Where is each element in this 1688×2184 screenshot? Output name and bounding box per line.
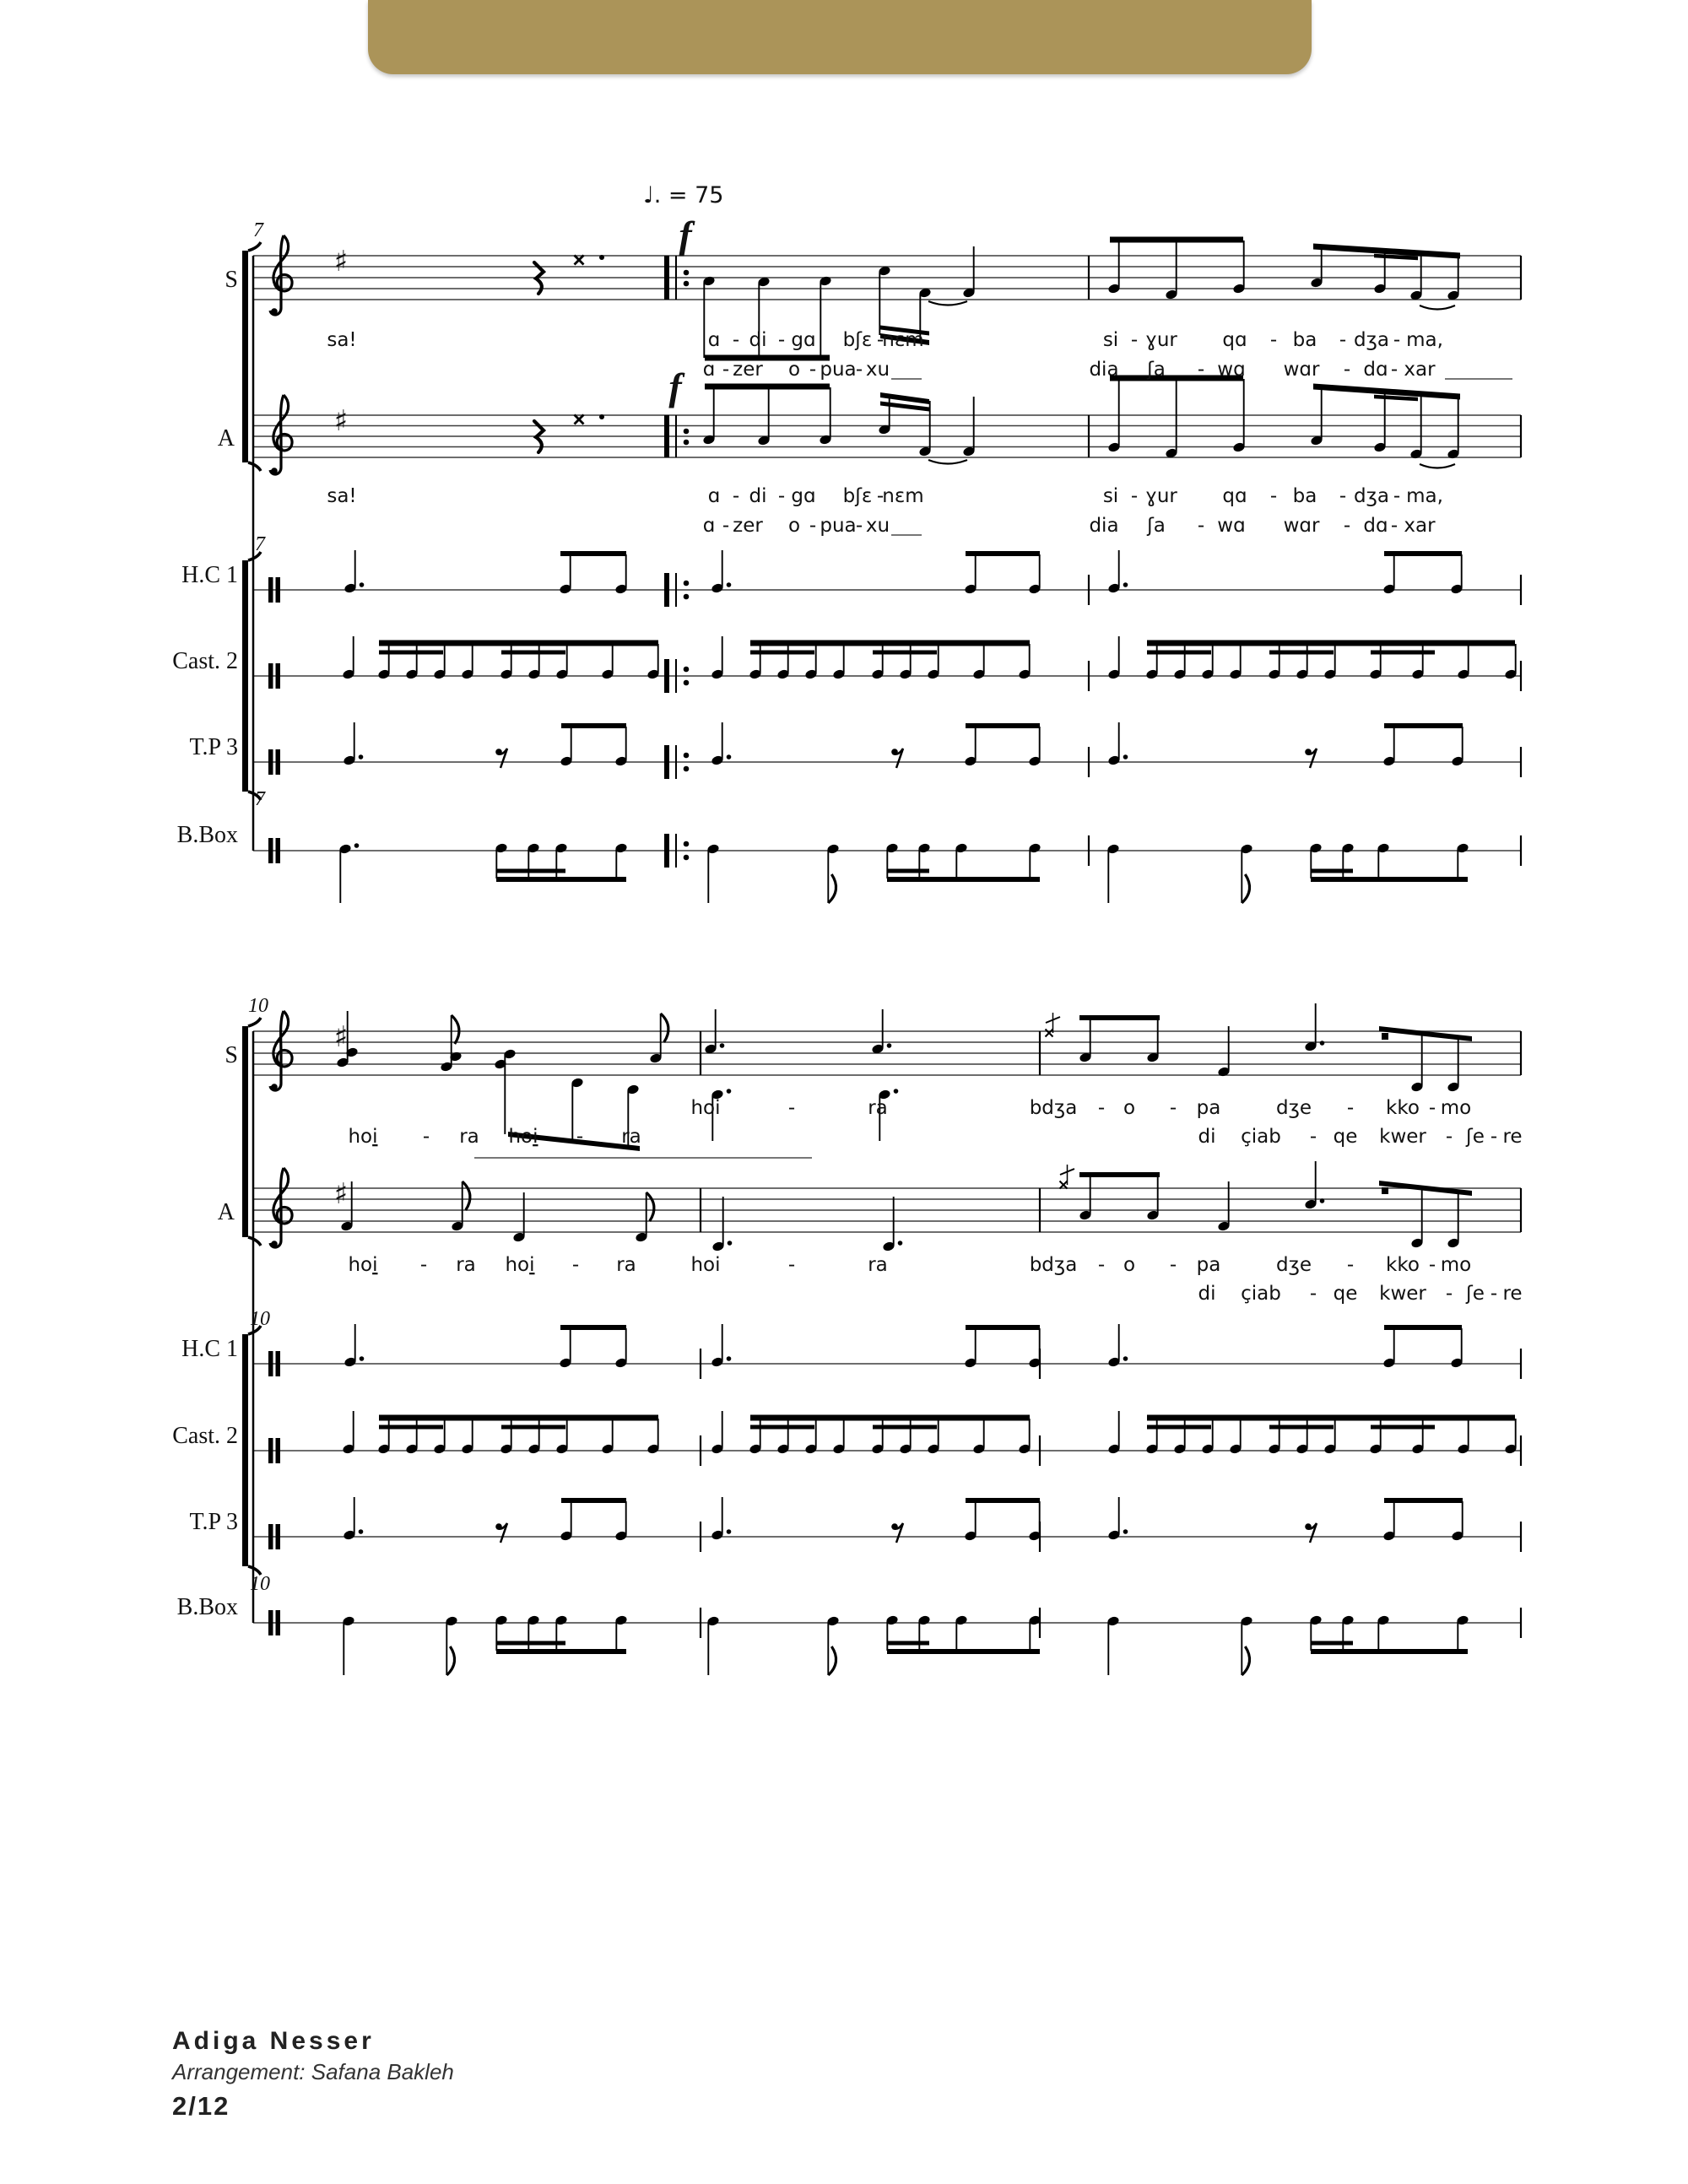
augmentation-dot: [727, 1356, 732, 1361]
lyric-syllable: -: [777, 329, 786, 351]
staff-label: T.P 3: [189, 734, 238, 760]
lyric-syllable: o: [787, 515, 801, 537]
augmentation-dot: [727, 754, 732, 760]
lyric-syllable: xar: [1404, 515, 1436, 537]
lyric-syllable: ɑ: [707, 485, 721, 507]
lyric-syllable: re: [1502, 1126, 1523, 1148]
lyric-syllable: ʃa: [1147, 359, 1166, 381]
lyric-syllable: -: [1130, 485, 1139, 507]
lyric-syllable: wɑr: [1283, 515, 1320, 537]
percussion-clef: [268, 1524, 273, 1549]
beam: [496, 1649, 626, 1654]
repeat-dot: [684, 270, 690, 276]
key-signature-sharp: ♯: [333, 404, 349, 438]
lyric-syllable: -: [1390, 359, 1399, 381]
lyric-syllable: -: [1269, 329, 1278, 351]
lyric-syllable: ra: [868, 1254, 888, 1276]
beam: [379, 641, 658, 646]
lyric-syllable: -: [1393, 485, 1401, 507]
augmentation-dot: [887, 1043, 892, 1048]
lyric-syllable: bdʒa: [1029, 1254, 1078, 1276]
system-bracket: [242, 251, 248, 462]
repeat-dot: [684, 667, 690, 673]
measure-number: 7: [255, 788, 265, 810]
lyric-syllable: -: [876, 485, 885, 507]
repeat-barline-thick: [664, 573, 669, 607]
lyric-syllable: mo: [1440, 1254, 1472, 1276]
eighth-flag: [647, 1192, 654, 1221]
lyric-syllable: ɑ: [707, 329, 721, 351]
percussion-clef: [268, 663, 273, 689]
lyric-syllable: xu: [865, 359, 890, 381]
percussion-clef: [268, 577, 273, 603]
lyric-syllable: -: [1130, 329, 1139, 351]
augmentation-dot: [1123, 754, 1128, 760]
lyric-syllable: o: [1123, 1254, 1136, 1276]
system-bracket: [242, 560, 248, 792]
percussion-clef: [268, 749, 273, 775]
lyric-syllable: -: [422, 1126, 430, 1148]
treble-clef: [271, 308, 278, 315]
percussion-clef: [276, 663, 281, 689]
repeat-dot: [684, 766, 690, 772]
lyric-syllable: sa!: [327, 329, 357, 351]
beam: [966, 723, 1040, 728]
lyric-syllable: gɑ: [791, 329, 816, 351]
lyric-syllable: ɣur: [1145, 329, 1177, 351]
lyric-syllable: ba: [1292, 485, 1317, 507]
lyric-syllable: -: [1197, 359, 1205, 381]
lyric-syllable: -: [787, 1097, 796, 1119]
lyric-syllable: -: [732, 485, 740, 507]
augmentation-dot: [727, 1089, 732, 1094]
lyric-syllable: hoi: [690, 1254, 721, 1276]
lyric-syllable: ra: [868, 1097, 888, 1119]
lyric-syllable: -: [419, 1254, 428, 1276]
staff-label: T.P 3: [189, 1509, 238, 1535]
tie: [1420, 305, 1455, 310]
lyric-syllable: dia: [1089, 515, 1119, 537]
lyric-syllable: -: [1097, 1097, 1106, 1119]
beam: [496, 877, 626, 882]
eighth-flag: [446, 1646, 454, 1675]
lyric-syllable: -: [787, 1254, 796, 1276]
augmentation-dot: [1320, 1198, 1325, 1203]
lyric-syllable: bdʒa: [1029, 1097, 1078, 1119]
staff-label: B.Box: [176, 822, 238, 848]
lyric-syllable: dɑ: [1363, 515, 1388, 537]
augmentation-dot: [728, 1241, 733, 1246]
percussion-clef: [276, 1610, 281, 1635]
beam: [1384, 1498, 1463, 1503]
percussion-clef: [276, 1351, 281, 1376]
beam: [1384, 1325, 1462, 1330]
lyric-syllable: -: [1169, 1254, 1177, 1276]
lyric-syllable: wɑ: [1217, 515, 1246, 537]
augmentation-dot: [354, 843, 360, 848]
lyric-syllable: -: [1339, 485, 1347, 507]
lyric-syllable: -: [1445, 1283, 1453, 1305]
repeat-barline-thick: [664, 415, 669, 457]
lyric-syllable: -: [1393, 329, 1401, 351]
beam: [1384, 551, 1462, 556]
lyric-syllable: si: [1102, 485, 1119, 507]
lyric-syllable: mo: [1440, 1097, 1472, 1119]
staff-label: B.Box: [176, 1594, 238, 1620]
augmentation-dot: [720, 1043, 725, 1048]
lyric-syllable: kwer: [1379, 1283, 1426, 1305]
measure-number: 10: [250, 1573, 270, 1595]
augmentation-dot: [894, 1089, 899, 1094]
lyric-syllable: -: [1390, 515, 1399, 537]
lyric-syllable: çiab: [1241, 1283, 1281, 1305]
staff-label: A: [217, 425, 235, 451]
repeat-dot: [684, 429, 690, 435]
percussion-clef: [276, 749, 281, 775]
repeat-dot: [684, 855, 690, 861]
treble-clef: [271, 1241, 278, 1247]
lyric-syllable: zer: [733, 515, 763, 537]
beam: [887, 1649, 1040, 1654]
lyric-syllable: wɑ: [1217, 359, 1246, 381]
treble-clef: [281, 235, 284, 308]
eighth-flag: [661, 1014, 668, 1042]
lyric-syllable: ma,: [1406, 329, 1443, 351]
lyric-syllable: ɣur: [1145, 485, 1177, 507]
lyric-syllable: -: [1428, 1254, 1436, 1276]
staff-label: Cast. 2: [172, 648, 238, 674]
beamed-rest-mark: [1382, 1187, 1388, 1194]
lyric-syllable: ɑ: [702, 359, 716, 381]
percussion-clef: [276, 577, 281, 603]
lyric-syllable: qɑ: [1222, 329, 1247, 351]
arrangement-credit: Arrangement: Safana Bakleh: [172, 2059, 454, 2084]
augmentation-dot: [599, 255, 604, 260]
lyric-syllable: -: [809, 359, 817, 381]
beam: [887, 1641, 929, 1646]
system-bracket: [248, 242, 261, 251]
repeat-dot: [684, 680, 690, 686]
tie: [928, 460, 967, 464]
beam: [750, 1415, 1030, 1421]
lyric-syllable: gɑ: [791, 485, 816, 507]
lyric-syllable: hoi: [508, 1126, 538, 1148]
repeat-dot: [684, 841, 690, 847]
lyric-syllable: sa!: [327, 485, 357, 507]
lyric-syllable: ɑ: [702, 515, 716, 537]
lyric-syllable: dɑ: [1363, 359, 1388, 381]
lyric-syllable: -: [1490, 1126, 1498, 1148]
staff-label: A: [217, 1199, 235, 1225]
percussion-clef: [268, 838, 273, 863]
staff-label: S: [225, 267, 238, 293]
augmentation-dot: [1320, 1041, 1325, 1046]
percussion-clef: [268, 1438, 273, 1463]
percussion-clef: [276, 1438, 281, 1463]
lyric-syllable: -: [1346, 1097, 1355, 1119]
lyric-syllable: kko: [1386, 1254, 1420, 1276]
percussion-clef: [268, 1351, 273, 1376]
lyric-syllable: o: [1123, 1097, 1136, 1119]
lyric-syllable: si: [1102, 329, 1119, 351]
treble-clef: [271, 1084, 278, 1090]
lyric-syllable: ʃe: [1466, 1283, 1485, 1305]
lyric-syllable: -: [809, 515, 817, 537]
beam: [887, 877, 1040, 882]
eighth-flag: [828, 874, 836, 903]
lyric-syllable: hoi: [348, 1126, 378, 1148]
lyric-syllable: dʒe: [1275, 1097, 1312, 1119]
lyric-syllable: -: [1339, 329, 1347, 351]
lyric-syllable: -: [1346, 1254, 1355, 1276]
lyric-syllable: -: [855, 359, 863, 381]
tie: [928, 301, 967, 305]
lyric-syllable: pua: [820, 359, 857, 381]
lyric-syllable: di: [749, 329, 767, 351]
lyric-syllable: -: [1197, 515, 1205, 537]
staff-label: H.C 1: [181, 1336, 238, 1362]
lyric-syllable: qe: [1333, 1126, 1358, 1148]
tie: [1420, 464, 1455, 468]
measure-number: 10: [248, 995, 268, 1017]
augmentation-dot: [1123, 1529, 1128, 1534]
lyric-syllable: hoi: [505, 1254, 535, 1276]
lyric-syllable: zer: [733, 359, 763, 381]
lyric-syllable: -: [1343, 359, 1351, 381]
augmentation-dot: [898, 1241, 903, 1246]
beamed-rest-mark: [1382, 1033, 1388, 1040]
augmentation-dot: [727, 582, 732, 587]
repeat-dot: [684, 440, 690, 446]
augmentation-dot: [1123, 582, 1128, 587]
lyric-syllable: ʃe: [1466, 1126, 1485, 1148]
lyric-syllable: -: [1490, 1283, 1498, 1305]
staff-label: S: [225, 1042, 238, 1068]
lyric-syllable: qɑ: [1222, 485, 1247, 507]
lyric-syllable: di: [1198, 1283, 1216, 1305]
lyric-syllable: hoi: [690, 1097, 721, 1119]
repeat-dot: [684, 753, 690, 759]
beam: [966, 1325, 1040, 1330]
lyric-syllable: nɛm: [882, 485, 924, 507]
beam: [966, 1498, 1040, 1503]
lyric-syllable: di: [1198, 1126, 1216, 1148]
repeat-dot: [684, 594, 690, 600]
lyric-syllable: ra: [456, 1254, 476, 1276]
lyric-syllable: di: [749, 485, 767, 507]
lyric-syllable: hoi: [348, 1254, 378, 1276]
lyric-syllable: o: [787, 359, 801, 381]
beam: [1079, 1172, 1160, 1177]
lyric-syllable: ra: [621, 1126, 641, 1148]
beam: [1147, 1415, 1515, 1421]
augmentation-dot: [359, 1529, 364, 1534]
lyric-syllable: -: [1269, 485, 1278, 507]
lyric-syllable: ʃa: [1147, 515, 1166, 537]
key-signature-sharp: ♯: [333, 1020, 349, 1054]
percussion-clef: [276, 1524, 281, 1549]
system-bracket: [242, 1026, 248, 1237]
beam: [496, 1641, 565, 1646]
augmentation-dot: [360, 582, 365, 587]
augmentation-dot: [727, 1529, 732, 1534]
dynamic-forte: f: [668, 365, 682, 408]
repeat-barline-thick: [664, 659, 669, 693]
lyric-syllable: -: [777, 485, 786, 507]
lyric-syllable: kwer: [1379, 1126, 1426, 1148]
lyric-syllable: ma,: [1406, 485, 1443, 507]
eighth-flag: [1242, 874, 1249, 903]
augmentation-dot: [360, 1356, 365, 1361]
lyric-syllable: -: [1169, 1097, 1177, 1119]
staff-label: Cast. 2: [172, 1423, 238, 1449]
treble-clef: [271, 468, 278, 474]
augmentation-dot: [1123, 1356, 1128, 1361]
lyric-syllable: re: [1502, 1283, 1523, 1305]
percussion-clef: [268, 1610, 273, 1635]
lyric-syllable: pua: [820, 515, 857, 537]
lyric-syllable: ra: [616, 1254, 636, 1276]
beam: [1079, 1015, 1160, 1020]
lyric-syllable: -: [855, 515, 863, 537]
lyric-syllable: pa: [1196, 1254, 1221, 1276]
measure-number: 10: [250, 1308, 270, 1330]
percussion-clef: [276, 838, 281, 863]
lyric-syllable: wɑr: [1283, 359, 1320, 381]
system-bracket: [248, 462, 261, 471]
system-bracket: [248, 1018, 261, 1026]
beam: [750, 641, 1030, 646]
lyric-syllable: -: [1097, 1254, 1106, 1276]
lyric-syllable: qe: [1333, 1283, 1358, 1305]
beam: [1311, 1649, 1468, 1654]
lyric-syllable: ra: [459, 1126, 479, 1148]
lyric-syllable: -: [1428, 1097, 1436, 1119]
lyric-syllable: -: [722, 359, 730, 381]
measure-number: 7: [255, 533, 265, 555]
key-signature-sharp: ♯: [333, 245, 349, 278]
eighth-flag: [463, 1181, 470, 1210]
piece-title: Adiga Nesser: [172, 2027, 375, 2055]
treble-clef: [281, 1011, 284, 1084]
treble-clef: [281, 1168, 284, 1241]
beam: [496, 869, 565, 873]
repeat-dot: [684, 581, 690, 587]
lyric-syllable: kko: [1386, 1097, 1420, 1119]
beam: [1384, 723, 1463, 728]
lyric-syllable: -: [732, 329, 740, 351]
augmentation-dot: [599, 414, 604, 419]
lyric-syllable: -: [1445, 1126, 1453, 1148]
lyric-syllable: xu: [865, 515, 890, 537]
repeat-barline-thick: [664, 745, 669, 779]
beam: [1311, 1641, 1353, 1646]
lyric-syllable: çiab: [1241, 1126, 1281, 1148]
lyric-syllable: nɛm: [882, 329, 924, 351]
lyric-syllable: -: [1309, 1126, 1317, 1148]
beam: [705, 384, 830, 390]
repeat-dot: [684, 281, 690, 287]
repeat-barline-thick: [664, 834, 669, 868]
repeat-barline-thick: [664, 256, 669, 300]
staff-label: H.C 1: [181, 562, 238, 588]
system-bracket: [242, 1334, 248, 1566]
lyric-syllable: bʃɛ: [842, 485, 873, 507]
lyric-syllable: bʃɛ: [842, 329, 873, 351]
eighth-flag: [452, 1015, 459, 1044]
lyric-syllable: pa: [1196, 1097, 1221, 1119]
lyric-syllable: dʒe: [1275, 1254, 1312, 1276]
tempo-marking: ♩. = 75: [643, 182, 724, 208]
eighth-flag: [1242, 1646, 1249, 1675]
page-number: 2/12: [172, 2091, 230, 2121]
beam: [887, 869, 929, 873]
augmentation-dot: [359, 754, 364, 760]
lyric-syllable: -: [576, 1126, 584, 1148]
system-bracket: [248, 1237, 261, 1246]
lyric-syllable: dʒa: [1354, 485, 1389, 507]
lyric-syllable: dia: [1089, 359, 1119, 381]
lyric-syllable: -: [1309, 1283, 1317, 1305]
beam: [1147, 641, 1515, 646]
eighth-flag: [828, 1646, 836, 1675]
lyric-syllable: -: [722, 515, 730, 537]
beam: [379, 1415, 658, 1421]
lyric-syllable: -: [876, 329, 885, 351]
beam: [1311, 877, 1468, 882]
measure-number: 7: [253, 219, 263, 241]
treble-clef: [281, 395, 284, 468]
beam: [1311, 869, 1353, 873]
lyric-syllable: -: [571, 1254, 580, 1276]
lyric-syllable: -: [1343, 515, 1351, 537]
lyric-syllable: xar: [1404, 359, 1436, 381]
key-signature-sharp: ♯: [333, 1177, 349, 1211]
dynamic-forte: f: [679, 214, 692, 257]
lyric-syllable: ba: [1292, 329, 1317, 351]
lyric-syllable: dʒa: [1354, 329, 1389, 351]
beam: [966, 551, 1040, 556]
